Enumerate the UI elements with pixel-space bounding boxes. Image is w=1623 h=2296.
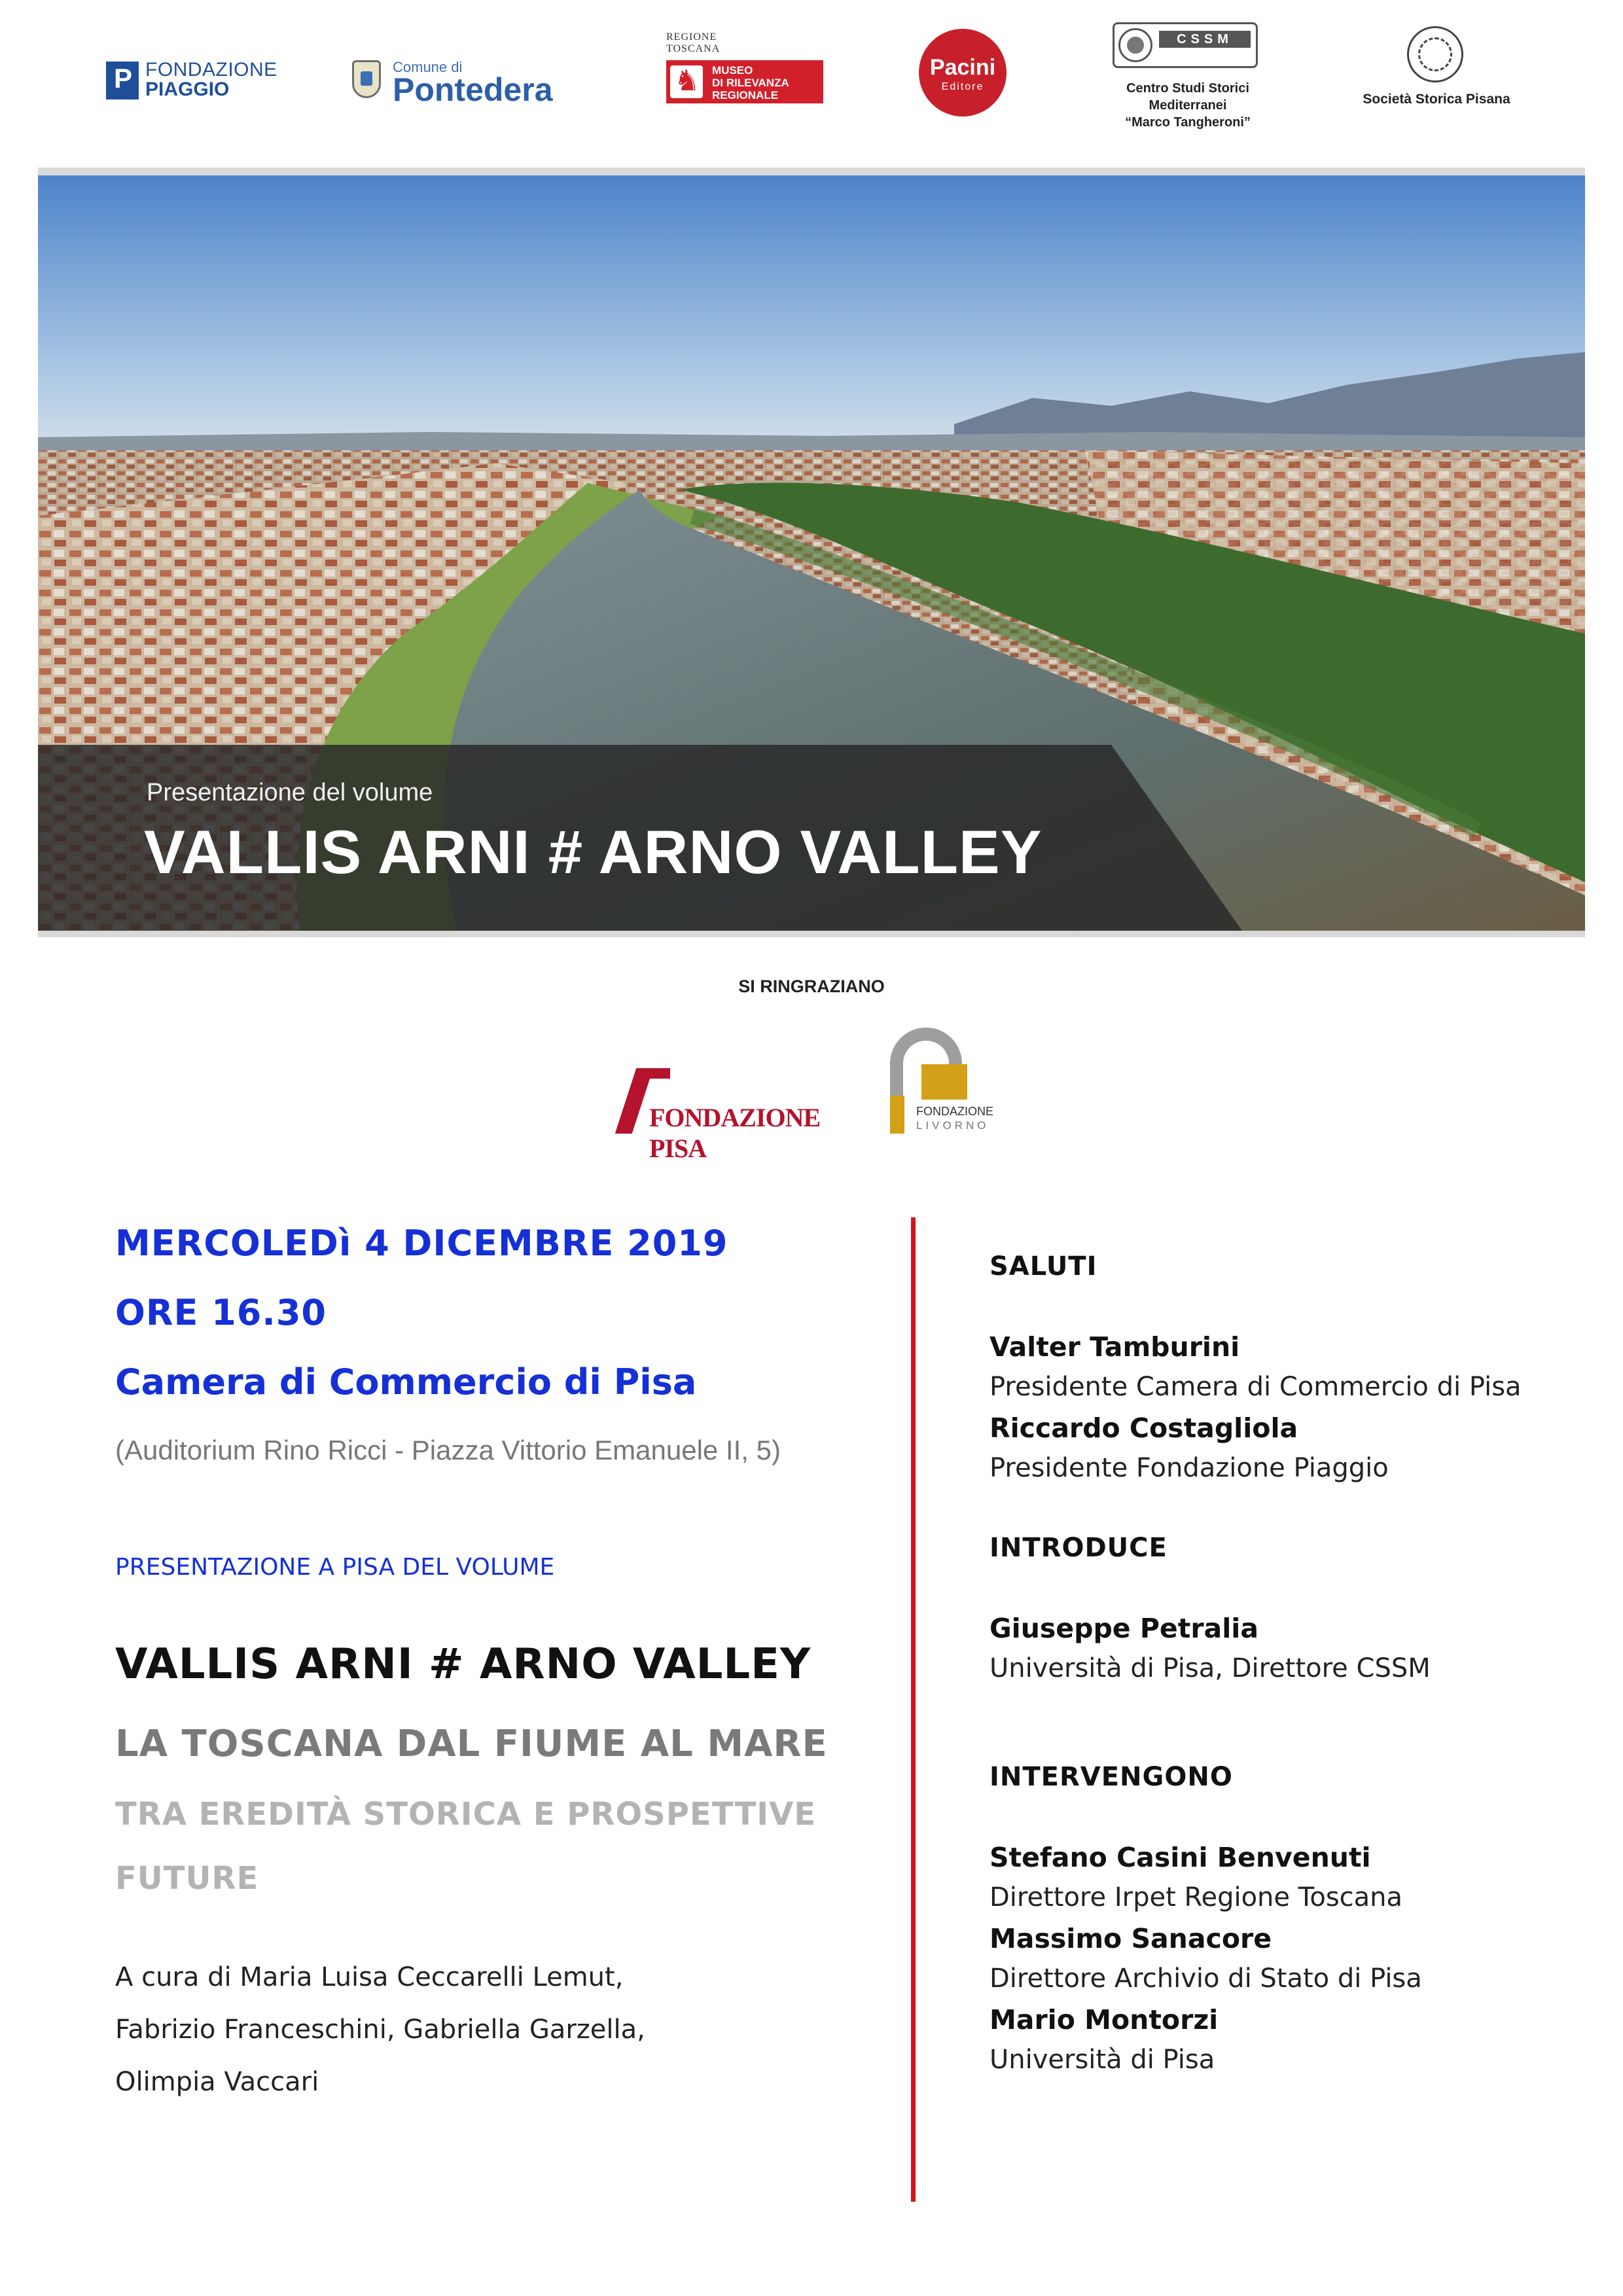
editors-line-1: A cura di Maria Luisa Ceccarelli Lemut, — [115, 1962, 624, 1992]
pacini-logo-line2: Editore — [941, 81, 984, 92]
presentation-label: PRESENTAZIONE A PISA DEL VOLUME — [115, 1554, 555, 1581]
speaker-name: Valter Tamburini — [990, 1331, 1240, 1363]
comune-pontedera-logo — [352, 56, 575, 109]
speaker-role: Università di Pisa, Direttore CSSM — [990, 1653, 1431, 1683]
editors-line-2: Fabrizio Franceschini, Gabriella Garzella, — [115, 2015, 645, 2045]
fondazione-livorno-logo — [890, 1028, 1027, 1139]
fondazione-piaggio-logo — [106, 58, 283, 103]
editors-line-3: Olimpia Vaccari — [115, 2067, 319, 2097]
speaker-name: Mario Montorzi — [990, 2004, 1219, 2036]
event-address: (Auditorium Rino Ricci - Piazza Vittorio Emanuele II, 5) — [115, 1435, 781, 1465]
piaggio-logo-line2: PIAGGIO — [145, 79, 230, 100]
speaker-role: Direttore Irpet Regione Toscana — [990, 1882, 1403, 1912]
museo-rilevanza-regionale-logo — [666, 29, 823, 107]
fondazione-livorno-line1: FONDAZIONE — [916, 1105, 994, 1118]
cssm-badge: CSSM — [1159, 31, 1251, 48]
section-heading-intervengono: INTERVENGONO — [990, 1762, 1233, 1792]
speaker-name: Massimo Sanacore — [990, 1923, 1272, 1954]
cssm-logo — [1113, 22, 1263, 134]
speaker-name: Stefano Casini Benvenuti — [990, 1842, 1371, 1873]
hero-title: VALLIS ARNI # ARNO VALLEY — [144, 817, 1043, 886]
event-time: ORE 16.30 — [115, 1292, 327, 1333]
cssm-seal-icon — [1118, 28, 1152, 62]
speaker-name: Giuseppe Petralia — [990, 1613, 1259, 1644]
book-subtitle-3: FUTURE — [115, 1860, 259, 1897]
pacini-editore-logo — [919, 29, 1007, 117]
section-heading-introduce: INTRODUCE — [990, 1533, 1168, 1563]
museo-logo-text: MUSEO DI RILEVANZA REGIONALE — [712, 64, 789, 101]
regione-toscana-label: REGIONE TOSCANA — [666, 31, 721, 54]
pacini-logo-line1: Pacini — [929, 55, 996, 80]
hero-subtitle: Presentazione del volume — [147, 779, 433, 806]
pontedera-logo-line2: Pontedera — [393, 71, 553, 108]
pegasus-icon — [670, 65, 703, 98]
cssm-caption: Centro Studi Storici Mediterranei “Marco Tangheroni” — [1125, 81, 1251, 130]
speaker-role: Presidente Fondazione Piaggio — [990, 1453, 1389, 1483]
speaker-role: Direttore Archivio di Stato di Pisa — [990, 1964, 1422, 1994]
hero-banner — [38, 175, 1585, 931]
fondazione-livorno-line2: LIVORNO — [916, 1119, 990, 1132]
piaggio-mark-icon: P — [106, 62, 139, 99]
pontedera-crest-icon — [352, 60, 381, 98]
pontedera-logo-line1: Comune di — [393, 59, 463, 75]
book-subtitle-1: LA TOSCANA DAL FIUME AL MARE — [115, 1723, 828, 1765]
speaker-role: Università di Pisa — [990, 2045, 1215, 2075]
societa-storica-pisana-logo — [1355, 26, 1518, 118]
event-venue: Camera di Commercio di Pisa — [115, 1361, 697, 1403]
speaker-role: Presidente Camera di Commercio di Pisa — [990, 1372, 1522, 1402]
societa-storica-seal-icon — [1407, 26, 1463, 82]
societa-storica-caption: Società Storica Pisana — [1363, 92, 1510, 107]
fondazione-pisa-logo — [622, 1063, 851, 1163]
speaker-name: Riccardo Costagliola — [990, 1412, 1298, 1444]
piaggio-logo-line1: FONDAZIONE — [145, 59, 277, 81]
section-heading-saluti: SALUTI — [990, 1251, 1097, 1282]
book-title: VALLIS ARNI # ARNO VALLEY — [115, 1640, 812, 1689]
book-subtitle-2: TRA EREDITÀ STORICA E PROSPETTIVE — [115, 1796, 817, 1833]
fondazione-pisa-text: FONDAZIONE PISA — [649, 1103, 821, 1163]
thanks-label: SI RINGRAZIANO — [738, 977, 885, 996]
event-date: MERCOLEDì 4 DICEMBRE 2019 — [115, 1223, 728, 1264]
column-divider — [911, 1217, 916, 2202]
